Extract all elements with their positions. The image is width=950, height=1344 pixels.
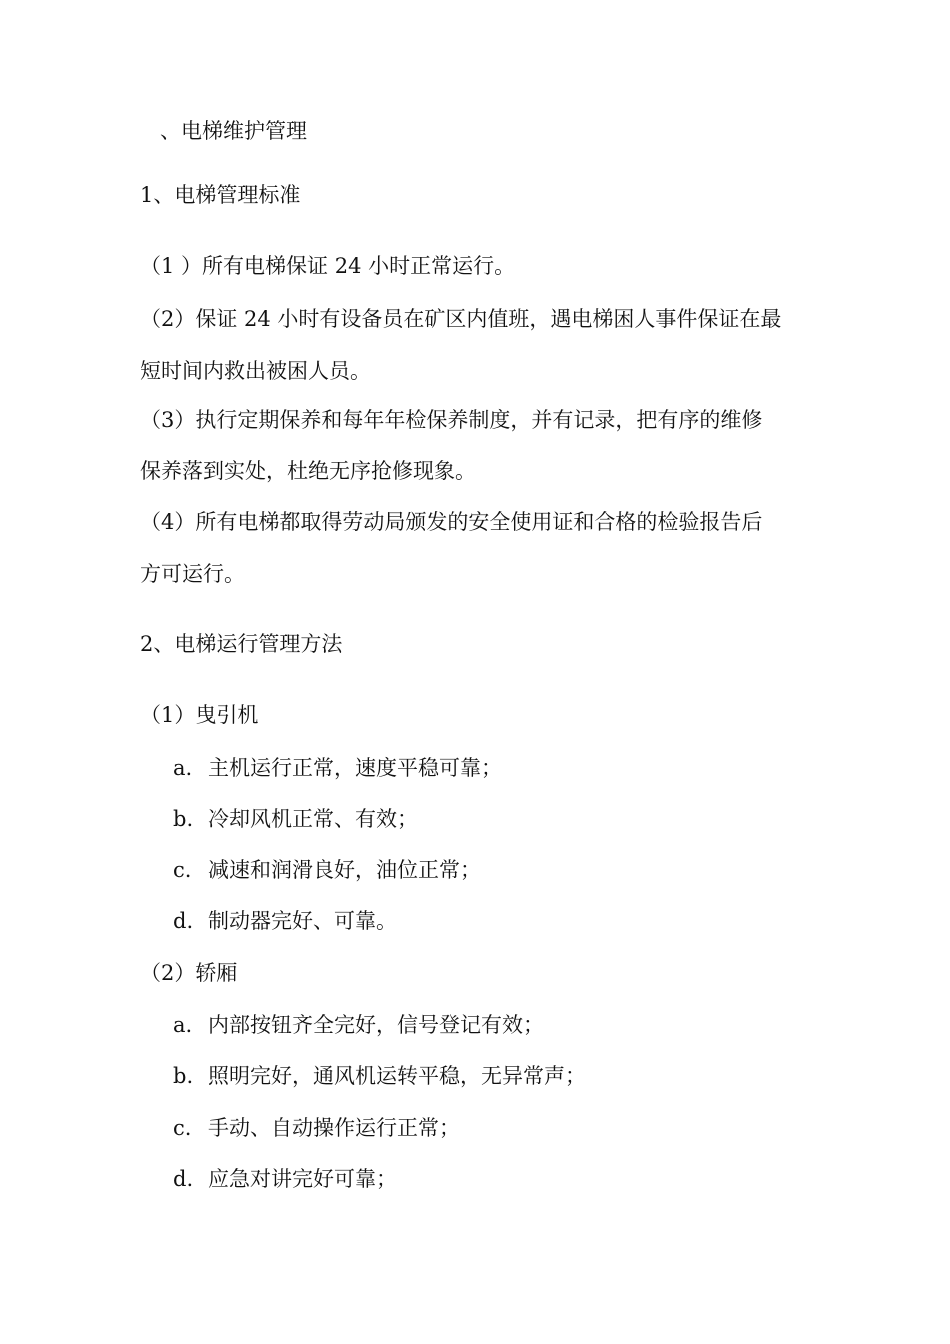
- list-item-text: 减速和润滑良好，油位正常；: [208, 858, 481, 882]
- list-item-label: a.: [173, 756, 193, 780]
- list-item-label: c.: [173, 858, 192, 882]
- list-item-text: 内部按钮齐全完好，信号登记有效；: [208, 1013, 544, 1037]
- list-item-text: 制动器完好、可靠。: [208, 909, 397, 933]
- section-1-item-3-line-1: （3）执行定期保养和每年年检保养制度，并有记录，把有序的维修: [140, 408, 763, 432]
- document-heading: 、电梯维护管理: [160, 119, 307, 143]
- list-item-text: 照明完好，通风机运转平稳，无异常声；: [208, 1064, 586, 1088]
- section-1-title: 1、电梯管理标准: [140, 183, 301, 207]
- section-1-item-2-line-2: 短时间内救出被困人员。: [140, 359, 371, 383]
- section-1-item-4-line-1: （4）所有电梯都取得劳动局颁发的安全使用证和合格的检验报告后: [140, 510, 763, 534]
- list-item-text: 主机运行正常，速度平稳可靠；: [208, 756, 502, 780]
- list-item-label: d.: [173, 1167, 194, 1191]
- section-1-item-1: （1 ）所有电梯保证 24 小时正常运行。: [140, 254, 516, 278]
- list-item-label: b.: [173, 807, 194, 831]
- list-item-label: d.: [173, 909, 194, 933]
- subsection-traction-machine-title: （1）曳引机: [140, 703, 259, 727]
- list-item-text: 应急对讲完好可靠；: [208, 1167, 397, 1191]
- list-item-text: 手动、自动操作运行正常；: [208, 1116, 460, 1140]
- section-1-item-2-line-1: （2）保证 24 小时有设备员在矿区内值班，遇电梯困人事件保证在最: [140, 307, 782, 331]
- list-item-label: b.: [173, 1064, 194, 1088]
- section-1-item-3-line-2: 保养落到实处，杜绝无序抢修现象。: [140, 459, 476, 483]
- list-item-label: c.: [173, 1116, 192, 1140]
- list-item-label: a.: [173, 1013, 193, 1037]
- section-2-title: 2、电梯运行管理方法: [140, 632, 343, 656]
- subsection-car-title: （2）轿厢: [140, 961, 238, 985]
- list-item-text: 冷却风机正常、有效；: [208, 807, 418, 831]
- section-1-item-4-line-2: 方可运行。: [140, 562, 245, 586]
